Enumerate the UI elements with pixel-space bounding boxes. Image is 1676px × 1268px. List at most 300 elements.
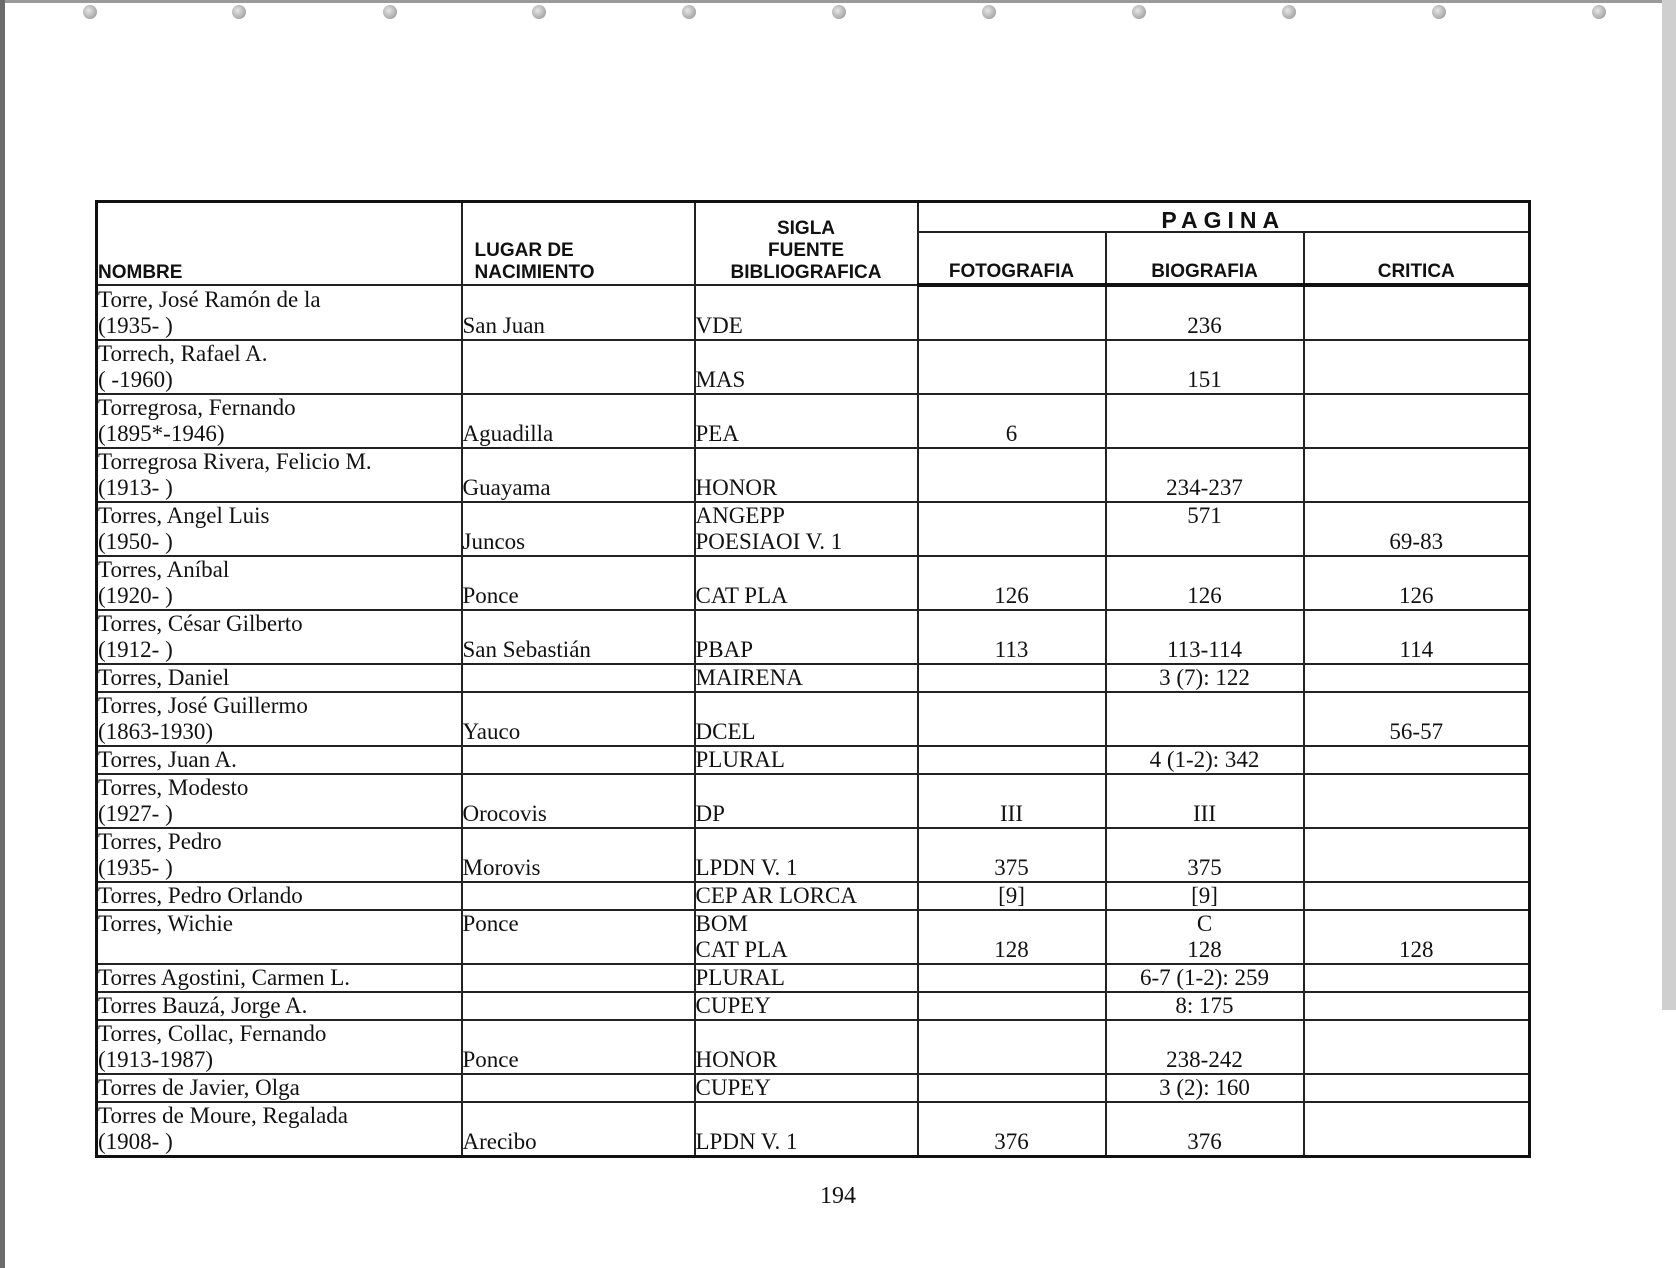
cell-critica-line — [1305, 313, 1529, 339]
cell-biografia-line — [1107, 693, 1303, 719]
cell-biografia — [1106, 340, 1304, 394]
cell-sigla-line — [696, 341, 917, 367]
cell-sigla-line: CAT PLA — [695, 937, 788, 962]
cell-biografia-line — [1107, 1021, 1303, 1047]
cell-fotografia — [918, 556, 1106, 610]
cell-biografia — [1106, 910, 1304, 964]
table-row — [97, 992, 1530, 1020]
cell-fotografia-line — [919, 965, 1105, 991]
cell-biografia-line: 113-114 — [1167, 637, 1242, 662]
cell-critica-line: 69-83 — [1389, 529, 1444, 554]
cell-lugar — [462, 285, 695, 340]
cell-biografia-line: [9] — [1191, 883, 1218, 908]
cell-sigla — [695, 664, 918, 692]
cell-fotografia-line — [919, 611, 1105, 637]
cell-fotografia — [918, 394, 1106, 448]
cell-fotografia-line: III — [1000, 801, 1023, 826]
cell-critica — [1304, 692, 1530, 746]
cell-lugar-line — [463, 611, 694, 637]
cell-lugar — [462, 340, 695, 394]
table-row — [97, 394, 1530, 448]
cell-critica-line — [1305, 449, 1529, 475]
cell-lugar-line: Yauco — [462, 719, 521, 744]
binder-hole — [682, 5, 696, 19]
cell-nombre-line: Torre, José Ramón de la — [98, 287, 321, 312]
cell-lugar — [462, 556, 695, 610]
binder-hole — [1132, 5, 1146, 19]
cell-lugar — [462, 746, 695, 774]
cell-critica-line — [1305, 693, 1529, 719]
cell-sigla — [695, 1020, 918, 1074]
cell-fotografia-line — [919, 1075, 1105, 1101]
cell-nombre — [97, 964, 462, 992]
header-sigla-line: FUENTE — [768, 240, 844, 261]
cell-nombre — [97, 910, 462, 964]
cell-lugar-line — [463, 775, 694, 801]
cell-fotografia-line — [919, 529, 1105, 555]
table-row — [97, 502, 1530, 556]
cell-lugar-line: Ponce — [462, 583, 519, 608]
cell-sigla — [695, 448, 918, 502]
cell-critica-line — [1305, 503, 1529, 529]
cell-critica-line: 126 — [1399, 583, 1434, 608]
cell-nombre — [97, 1074, 462, 1102]
cell-fotografia — [918, 882, 1106, 910]
cell-fotografia-line — [919, 1047, 1105, 1073]
table-row — [97, 692, 1530, 746]
cell-critica-line — [1305, 367, 1529, 393]
cell-sigla-line: DP — [695, 801, 725, 826]
cell-lugar-line — [463, 829, 694, 855]
cell-fotografia — [918, 448, 1106, 502]
cell-fotografia — [918, 774, 1106, 828]
cell-lugar-line — [463, 883, 694, 909]
cell-fotografia — [918, 340, 1106, 394]
cell-biografia — [1106, 828, 1304, 882]
cell-sigla-line — [696, 611, 917, 637]
cell-critica-line — [1305, 1075, 1529, 1101]
cell-lugar-line: Morovis — [462, 855, 541, 880]
cell-nombre-line: Torres, Daniel — [98, 665, 230, 690]
cell-lugar — [462, 610, 695, 664]
cell-nombre — [97, 692, 462, 746]
cell-biografia-line — [1107, 421, 1303, 447]
cell-biografia-line: 128 — [1187, 937, 1222, 962]
cell-biografia-line: III — [1193, 801, 1216, 826]
cell-sigla-line: DCEL — [695, 719, 756, 744]
cell-sigla-line — [696, 1103, 917, 1129]
cell-nombre-line: (1935- ) — [98, 855, 173, 880]
cell-fotografia-line: [9] — [998, 883, 1025, 908]
cell-fotografia — [918, 992, 1106, 1020]
cell-sigla — [695, 1074, 918, 1102]
cell-fotografia-line: 375 — [994, 855, 1029, 880]
cell-critica-line — [1305, 665, 1529, 691]
cell-nombre-line: ( -1960) — [98, 367, 173, 392]
page-number: 194 — [820, 1183, 856, 1209]
cell-biografia-line: 8: 175 — [1175, 993, 1234, 1018]
cell-biografia — [1106, 285, 1304, 340]
cell-fotografia — [918, 285, 1106, 340]
cell-biografia-line: 376 — [1187, 1129, 1222, 1154]
cell-biografia-line: 234-237 — [1166, 475, 1243, 500]
cell-sigla — [695, 992, 918, 1020]
cell-sigla-line — [696, 287, 917, 313]
table-row — [97, 882, 1530, 910]
cell-nombre — [97, 285, 462, 340]
binder-hole — [832, 5, 846, 19]
cell-sigla-line: LPDN V. 1 — [695, 855, 798, 880]
cell-lugar-line: Ponce — [462, 1047, 519, 1072]
cell-biografia — [1106, 1074, 1304, 1102]
cell-critica-line — [1305, 611, 1529, 637]
cell-sigla — [695, 774, 918, 828]
cell-critica-line — [1305, 395, 1529, 421]
cell-critica — [1304, 285, 1530, 340]
cell-fotografia-line — [919, 829, 1105, 855]
cell-sigla — [695, 610, 918, 664]
cell-biografia-line — [1107, 557, 1303, 583]
cell-lugar-line: Juncos — [462, 529, 526, 554]
cell-lugar-line — [463, 557, 694, 583]
cell-nombre — [97, 394, 462, 448]
cell-lugar-line — [463, 965, 694, 991]
cell-critica-line — [1305, 341, 1529, 367]
cell-biografia — [1106, 610, 1304, 664]
cell-critica — [1304, 1020, 1530, 1074]
cell-fotografia — [918, 1102, 1106, 1157]
cell-sigla-line: CUPEY — [695, 1075, 771, 1100]
cell-nombre — [97, 882, 462, 910]
cell-critica-line — [1305, 557, 1529, 583]
cell-fotografia-line — [919, 313, 1105, 339]
cell-fotografia — [918, 746, 1106, 774]
cell-fotografia-line — [919, 665, 1105, 691]
cell-critica-line: 56-57 — [1389, 719, 1444, 744]
cell-lugar-line: Aguadilla — [462, 421, 554, 446]
binder-hole — [1432, 5, 1446, 19]
cell-nombre-line: Torres, Angel Luis — [98, 503, 270, 528]
cell-sigla — [695, 502, 918, 556]
cell-lugar — [462, 502, 695, 556]
cell-sigla-line: PLURAL — [695, 747, 785, 772]
cell-sigla-line: POESIAOI V. 1 — [695, 529, 843, 554]
cell-biografia — [1106, 448, 1304, 502]
cell-fotografia-line — [919, 1021, 1105, 1047]
cell-nombre — [97, 610, 462, 664]
cell-nombre-line: (1913-1987) — [98, 1047, 213, 1072]
cell-nombre-line: (1863-1930) — [98, 719, 213, 744]
cell-nombre-line: Torres, Juan A. — [98, 747, 237, 772]
cell-nombre — [97, 448, 462, 502]
cell-nombre-line: (1950- ) — [98, 529, 173, 554]
cell-critica — [1304, 828, 1530, 882]
cell-critica — [1304, 340, 1530, 394]
cell-lugar — [462, 774, 695, 828]
cell-fotografia-line: 6 — [1005, 421, 1018, 446]
cell-critica-line — [1305, 775, 1529, 801]
cell-nombre — [97, 746, 462, 774]
cell-biografia — [1106, 992, 1304, 1020]
cell-fotografia — [918, 1074, 1106, 1102]
cell-sigla — [695, 828, 918, 882]
cell-biografia-line: 3 (7): 122 — [1159, 665, 1250, 690]
cell-sigla-line: LPDN V. 1 — [695, 1129, 798, 1154]
cell-nombre-line: (1920- ) — [98, 583, 173, 608]
cell-critica-line — [1305, 1129, 1529, 1155]
cell-sigla-line — [696, 449, 917, 475]
cell-fotografia-line: 376 — [994, 1129, 1029, 1154]
cell-critica — [1304, 448, 1530, 502]
cell-critica — [1304, 502, 1530, 556]
table-row — [97, 448, 1530, 502]
table-row — [97, 828, 1530, 882]
cell-lugar — [462, 1074, 695, 1102]
page-edge-top — [0, 0, 1676, 3]
cell-biografia-line — [1107, 287, 1303, 313]
cell-critica — [1304, 1102, 1530, 1157]
cell-biografia-line — [1107, 719, 1303, 745]
cell-critica — [1304, 882, 1530, 910]
cell-nombre — [97, 828, 462, 882]
cell-lugar-line — [463, 665, 694, 691]
cell-fotografia-line: 128 — [994, 937, 1029, 962]
binder-hole — [1282, 5, 1296, 19]
page-edge-left — [0, 0, 5, 1268]
cell-nombre-line: (1908- ) — [98, 1129, 173, 1154]
cell-fotografia-line — [919, 449, 1105, 475]
cell-lugar-line — [463, 1021, 694, 1047]
cell-lugar — [462, 692, 695, 746]
cell-nombre-line: Torres, Aníbal — [98, 557, 230, 582]
binder-hole — [532, 5, 546, 19]
cell-lugar — [462, 1102, 695, 1157]
cell-nombre-line — [98, 937, 461, 963]
cell-nombre-line: Torres Bauzá, Jorge A. — [98, 993, 308, 1018]
cell-sigla — [695, 910, 918, 964]
cell-fotografia-line — [919, 475, 1105, 501]
cell-biografia-line: 6-7 (1-2): 259 — [1139, 965, 1270, 990]
binder-hole — [383, 5, 397, 19]
cell-nombre-line: Torregrosa Rivera, Felicio M. — [98, 449, 372, 474]
cell-critica-line — [1305, 993, 1529, 1019]
cell-sigla — [695, 882, 918, 910]
cell-fotografia — [918, 964, 1106, 992]
table-body — [97, 285, 1530, 1157]
table-row — [97, 746, 1530, 774]
cell-sigla — [695, 692, 918, 746]
cell-fotografia-line — [919, 993, 1105, 1019]
cell-critica — [1304, 664, 1530, 692]
cell-critica-line — [1305, 883, 1529, 909]
header-sigla-line: BIBLIOGRAFICA — [730, 262, 882, 283]
cell-fotografia — [918, 1020, 1106, 1074]
cell-critica — [1304, 992, 1530, 1020]
cell-biografia-line — [1107, 341, 1303, 367]
cell-sigla-line: PBAP — [695, 637, 754, 662]
table-row — [97, 340, 1530, 394]
cell-critica-line — [1305, 965, 1529, 991]
cell-biografia — [1106, 394, 1304, 448]
cell-biografia-line — [1107, 449, 1303, 475]
cell-biografia-line — [1107, 529, 1303, 555]
cell-sigla — [695, 340, 918, 394]
header-lugar-line: NACIMIENTO — [474, 262, 595, 283]
cell-critica — [1304, 556, 1530, 610]
cell-lugar-line: San Juan — [462, 313, 545, 338]
cell-critica — [1304, 964, 1530, 992]
cell-biografia-line — [1107, 775, 1303, 801]
cell-fotografia — [918, 910, 1106, 964]
cell-biografia-line: 126 — [1187, 583, 1222, 608]
cell-biografia-line: C — [1196, 911, 1213, 936]
cell-lugar-line — [463, 1075, 694, 1101]
cell-biografia — [1106, 882, 1304, 910]
bibliography-table — [95, 200, 1531, 1158]
cell-fotografia-line — [919, 557, 1105, 583]
cell-lugar — [462, 828, 695, 882]
cell-fotografia-line — [919, 775, 1105, 801]
cell-nombre — [97, 992, 462, 1020]
table-row — [97, 285, 1530, 340]
cell-biografia — [1106, 964, 1304, 992]
table-row — [97, 1074, 1530, 1102]
cell-lugar-line — [463, 503, 694, 529]
cell-biografia-line: 3 (2): 160 — [1159, 1075, 1250, 1100]
header-pagina: PAGINA — [918, 202, 1530, 233]
cell-critica — [1304, 910, 1530, 964]
cell-biografia-line: 151 — [1187, 367, 1222, 392]
cell-biografia-line — [1107, 611, 1303, 637]
cell-fotografia-line: 113 — [994, 637, 1029, 662]
cell-fotografia-line — [919, 693, 1105, 719]
cell-biografia-line: 4 (1-2): 342 — [1149, 747, 1260, 772]
cell-lugar — [462, 992, 695, 1020]
cell-critica-line — [1305, 1047, 1529, 1073]
cell-lugar — [462, 964, 695, 992]
cell-critica — [1304, 1074, 1530, 1102]
cell-critica — [1304, 610, 1530, 664]
cell-critica-line — [1305, 801, 1529, 827]
cell-fotografia — [918, 664, 1106, 692]
header-biografia: BIOGRAFIA — [1106, 232, 1304, 285]
cell-critica — [1304, 394, 1530, 448]
cell-sigla — [695, 394, 918, 448]
cell-biografia-line: 375 — [1187, 855, 1222, 880]
cell-fotografia-line: 126 — [994, 583, 1029, 608]
header-fotografia: FOTOGRAFIA — [918, 232, 1106, 285]
cell-lugar-line — [463, 395, 694, 421]
cell-sigla — [695, 964, 918, 992]
cell-sigla — [695, 746, 918, 774]
cell-sigla-line — [696, 395, 917, 421]
cell-biografia — [1106, 1020, 1304, 1074]
cell-fotografia-line — [919, 395, 1105, 421]
cell-lugar-line: Arecibo — [462, 1129, 537, 1154]
cell-lugar-line — [463, 367, 694, 393]
cell-critica-line — [1305, 829, 1529, 855]
cell-critica-line — [1305, 287, 1529, 313]
cell-lugar — [462, 1020, 695, 1074]
cell-critica-line — [1305, 855, 1529, 881]
cell-sigla-line: CAT PLA — [695, 583, 788, 608]
cell-biografia — [1106, 664, 1304, 692]
header-lugar-line: LUGAR DE — [474, 240, 574, 261]
header-sigla — [695, 202, 918, 286]
cell-sigla-line: HONOR — [695, 1047, 778, 1072]
cell-nombre — [97, 664, 462, 692]
cell-biografia-line: 571 — [1187, 503, 1222, 528]
cell-sigla-line: MAIRENA — [695, 665, 803, 690]
cell-nombre-line: Torres, Modesto — [98, 775, 249, 800]
cell-lugar-line — [463, 1103, 694, 1129]
cell-sigla-line: MAS — [695, 367, 746, 392]
cell-nombre-line: Torres de Javier, Olga — [98, 1075, 300, 1100]
cell-critica-line — [1305, 1021, 1529, 1047]
cell-lugar-line — [463, 693, 694, 719]
cell-fotografia-line — [919, 367, 1105, 393]
cell-biografia-line — [1107, 395, 1303, 421]
cell-sigla-line: PEA — [695, 421, 739, 446]
binder-hole — [982, 5, 996, 19]
cell-sigla-line: CUPEY — [695, 993, 771, 1018]
table-row — [97, 1020, 1530, 1074]
cell-critica — [1304, 746, 1530, 774]
cell-sigla-line: PLURAL — [695, 965, 785, 990]
table-row — [97, 664, 1530, 692]
cell-nombre — [97, 1020, 462, 1074]
cell-sigla-line: HONOR — [695, 475, 778, 500]
table-row — [97, 1102, 1530, 1157]
cell-critica-line — [1305, 747, 1529, 773]
binder-hole — [1592, 5, 1606, 19]
cell-fotografia — [918, 828, 1106, 882]
cell-lugar — [462, 448, 695, 502]
cell-lugar — [462, 882, 695, 910]
cell-nombre-line: Torres, Wichie — [98, 911, 233, 936]
cell-biografia — [1106, 556, 1304, 610]
cell-nombre-line: Torres, César Gilberto — [98, 611, 303, 636]
cell-biografia-line — [1107, 1103, 1303, 1129]
cell-critica-line — [1305, 421, 1529, 447]
cell-nombre-line: (1927- ) — [98, 801, 173, 826]
cell-sigla-line: ANGEPP — [695, 503, 785, 528]
cell-lugar — [462, 664, 695, 692]
cell-nombre-line: Torrech, Rafael A. — [98, 341, 268, 366]
cell-lugar-line — [463, 287, 694, 313]
cell-nombre — [97, 774, 462, 828]
cell-critica-line — [1305, 911, 1529, 937]
cell-fotografia-line — [919, 747, 1105, 773]
cell-nombre-line: Torregrosa, Fernando — [98, 395, 296, 420]
cell-sigla-line — [696, 775, 917, 801]
cell-fotografia-line — [919, 719, 1105, 745]
cell-lugar-line: Guayama — [462, 475, 551, 500]
table-row — [97, 964, 1530, 992]
cell-fotografia-line — [919, 503, 1105, 529]
cell-lugar-line: San Sebastián — [462, 637, 591, 662]
cell-critica-line: 128 — [1399, 937, 1434, 962]
cell-nombre-line: (1935- ) — [98, 313, 173, 338]
cell-lugar — [462, 394, 695, 448]
cell-sigla-line — [696, 829, 917, 855]
cell-sigla-line: BOM — [695, 911, 748, 936]
cell-lugar-line — [463, 993, 694, 1019]
cell-nombre — [97, 340, 462, 394]
cell-biografia — [1106, 692, 1304, 746]
cell-sigla-line — [696, 693, 917, 719]
header-critica: CRITICA — [1304, 232, 1530, 285]
